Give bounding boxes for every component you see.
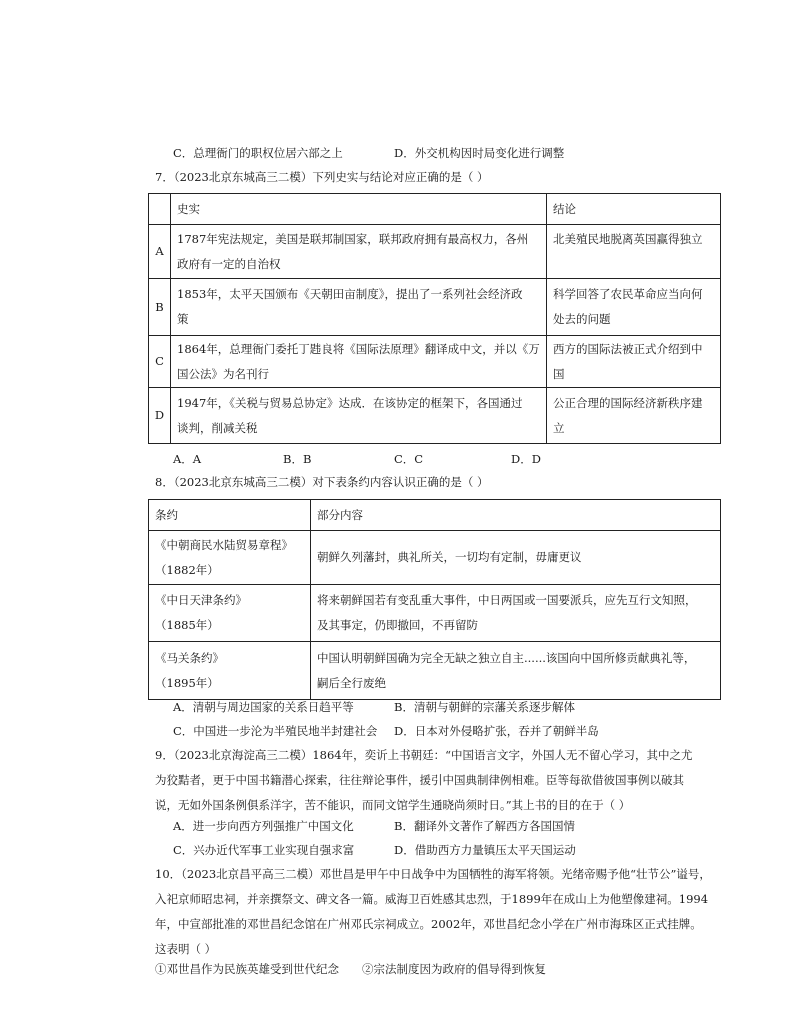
table-row [149,279,721,336]
q8-treaty-line: 《中日天津条约》 [155,593,247,607]
q8-option-c: C．中国进一步沦为半殖民地半封建社会 [173,724,378,738]
q8-table [148,499,721,700]
q8-content-line: 及其事定，仍即撤回，不再留防 [317,618,478,632]
q7-fact-line: 策 [177,312,189,326]
q7-row-label: B [149,279,171,336]
table-row [149,388,721,444]
q8-option-d: D．日本对外侵略扩张，吞并了朝鲜半岛 [394,724,599,738]
q6-option-c: C．总理衙门的职权位居六部之上 [173,146,343,160]
q8-treaty-line: （1895年） [155,675,219,690]
q7-conclusion-line: 西方的国际法被正式介绍到中 [553,341,703,356]
q9-option-d: D．借助西方力量镇压太平天国运动 [394,843,576,857]
q7-row-conclusion [547,279,721,336]
q9-stem-line: 为狡黠者，更于中国书籍潜心探索，往往辩论事件，援引中国典制律例相难。臣等每欲借彼国事例以破其 [155,773,684,787]
q9-stem-line: 9．（2023北京海淀高三二模）1864年，奕䜣上书朝廷：“中国语言文字，外国人无不留心学习，其中之尤 [155,748,693,762]
q8-row-treaty [149,585,311,642]
q8-option-a: A．清朝与周边国家的关系日趋平等 [173,700,354,714]
q8-content-line: 嗣后全行废绝 [317,675,386,690]
q10-stem [155,862,711,962]
q7-header-conclusion: 结论 [547,194,721,225]
q7-row-label: D [149,388,171,444]
q7-stem: 7．（2023北京东城高三二模）下列史实与结论对应正确的是（ ） [155,170,489,184]
q7-conclusion-line: 科学回答了农民革命应当向何 [553,287,703,301]
q9-stem [155,743,692,818]
q7-header-row [149,194,721,225]
q8-content-line: 将来朝鲜国若有变乱重大事件，中日两国或一国要派兵，应先互行文知照， [317,593,697,607]
q10-stem-line: 10．（2023北京昌平高三二模）邓世昌是甲午中日战争中为国牺牲的海军将领。光绪帝赐予他“壮节公”谥号， [155,867,711,881]
q7-row-conclusion [547,336,721,388]
q10-stem-line: 入祀京师昭忠祠，并亲撰祭文、碑文各一篇。威海卫百姓感其忠烈，于1899年在成山上为他塑像建祠。1994 [155,892,709,906]
q7-conclusion-line: 公正合理的国际经济新秩序建 [553,395,703,410]
q8-row-content [311,531,721,585]
q8-treaty-line: （1885年） [155,618,219,632]
q7-row-fact [171,225,547,279]
q8-row-content [311,642,721,700]
q8-content-line: 朝鲜久列藩封，典礼所关，一切均有定制，毋庸更议 [317,550,582,564]
q8-header-treaty: 条约 [149,500,311,531]
q7-fact-line: 1787年宪法规定，美国是联邦制国家，联邦政府拥有最高权力，各州 [177,231,529,246]
q9-option-b: B．翻译外文著作了解西方各国国情 [394,819,575,833]
q6-option-d: D．外交机构因时局变化进行调整 [394,146,565,160]
q7-row-fact [171,279,547,336]
q8-row-treaty [149,531,311,585]
q7-row-label: A [149,225,171,279]
table-row [149,585,721,642]
q7-header-blank [149,194,171,225]
q9-stem-line: 说，无如外国条例俱系洋字，苦不能识，而同文馆学生通晓尚须时日。”其上书的目的在于（ ） [155,798,631,812]
q7-fact-line: 1947年，《关税与贸易总协定》达成．在该协定的框架下，各国通过 [177,395,523,410]
q7-fact-line: 国公法》为名刊行 [177,366,269,381]
table-row [149,642,721,700]
q7-option-c: C．C [394,452,424,466]
q10-item-one: ①邓世昌作为民族英雄受到世代纪念 [155,962,339,976]
q8-treaty-line: （1882年） [155,562,219,577]
q10-stem-line: 这表明（ ） [155,942,217,956]
q8-stem: 8．（2023北京东城高三二模）对下表条约内容认识正确的是（ ） [155,475,489,489]
table-row [149,531,721,585]
q8-header-content: 部分内容 [311,500,721,531]
q8-content-line: 中国认明朝鲜国确为完全无缺之独立自主......该国向中国所修贡献典礼等， [317,650,696,665]
q7-fact-line: 政府有一定的自治权 [177,256,281,271]
table-row [149,336,721,388]
q7-row-conclusion [547,225,721,279]
q7-row-fact [171,388,547,444]
q7-conclusion-line: 北美殖民地脱离英国赢得独立 [553,232,703,246]
q8-row-content [311,585,721,642]
q8-option-b: B．清朝与朝鲜的宗藩关系逐步解体 [394,700,575,714]
q7-fact-line: 谈判，削减关税 [177,420,258,435]
q7-fact-line: 1853年，太平天国颁布《天朝田亩制度》，提出了一系列社会经济政 [177,287,523,301]
q7-row-fact [171,336,547,388]
q7-option-a: A．A [173,452,202,466]
q9-option-a: A．进一步向西方列强推广中国文化 [173,819,354,833]
q7-conclusion-line: 处去的问题 [553,312,611,326]
table-row [149,225,721,279]
q8-treaty-line: 《中朝商民水陆贸易章程》 [155,537,293,552]
q10-item-two: ②宗法制度因为政府的倡导得到恢复 [362,962,546,976]
q7-fact-line: 1864年，总理衙门委托丁韪良将《国际法原理》翻译成中文，并以《万 [177,341,540,356]
q7-conclusion-line: 国 [553,366,565,381]
q8-treaty-line: 《马关条约》 [155,650,224,665]
q7-table [148,193,721,444]
q10-stem-line: 年，中宣部批准的邓世昌纪念馆在广州邓氏宗祠成立。2002年，邓世昌纪念小学在广州市海珠区正式挂牌。 [155,917,702,931]
q8-row-treaty [149,642,311,700]
q7-option-d: D．D [511,452,541,466]
q7-header-fact: 史实 [171,194,547,225]
q7-row-conclusion [547,388,721,444]
q7-row-label: C [149,336,171,388]
q8-header-row [149,500,721,531]
q9-option-c: C．兴办近代军事工业实现自强求富 [173,843,355,857]
q7-conclusion-line: 立 [553,420,565,435]
q7-option-b: B．B [283,452,312,466]
